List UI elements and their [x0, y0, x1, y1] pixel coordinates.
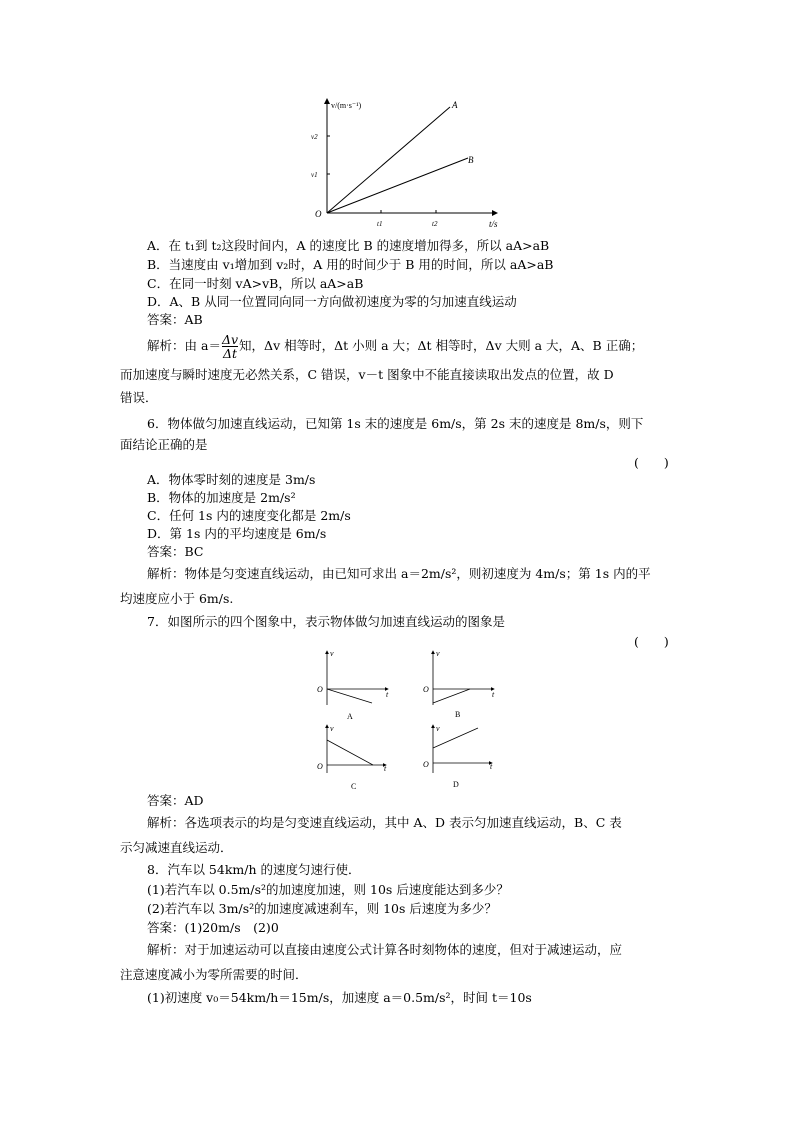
origin-label: O — [315, 209, 322, 219]
q6-answer — [147, 544, 204, 560]
answer-label: 答案： — [147, 312, 185, 327]
q6-option-a: A．物体零时刻的速度是 3m/s — [147, 472, 316, 487]
q5-option-c: C．在同一时刻 vA>vB，所以 aA>aB — [147, 276, 364, 291]
svg-text:O: O — [317, 762, 323, 771]
q5-analysis-line1: 解析：由 a＝ $\frac{\Delta v}{\Delta t}$ 知，Δv 相等时，Δt 小则 a 大；Δt 相等时，Δv 大则 a 大，A、B 正确； — [147, 332, 644, 361]
q7-analysis-line1: 解析：各选项表示的均是匀变速直线运动，其中 A、D 表示匀加速直线运动，B、C 表 — [147, 815, 622, 830]
svg-text:t: t — [492, 690, 495, 699]
q6-analysis-line2: 均速度应小于 6m/s. — [120, 591, 234, 606]
analysis-label: 解析： — [147, 566, 185, 581]
tick-label-t2: t2 — [432, 220, 438, 228]
q7-graph-d — [423, 724, 493, 789]
line-a — [327, 107, 450, 213]
vt-graph-ab — [305, 95, 505, 235]
answer-value: AD — [184, 793, 204, 808]
q8-stem: 8．汽车以 54km/h 的速度匀速行使． — [147, 862, 361, 877]
svg-text:t: t — [490, 762, 493, 771]
graph-a-line — [327, 689, 372, 703]
line-b-label: B — [468, 155, 474, 165]
analysis-label: 解析： — [147, 815, 185, 830]
q8-answer — [147, 920, 279, 936]
caption-d: D — [453, 780, 459, 789]
q7-graph-b — [423, 649, 495, 719]
answer-label: 答案： — [147, 793, 185, 808]
answer-value: AB — [184, 312, 203, 327]
q8-sub2: (2)若汽车以 3m/s²的加速度减速刹车，则 10s 后速度为多少？ — [147, 901, 497, 916]
answer-label: 答案： — [147, 920, 185, 935]
tick-label-v2: v2 — [311, 133, 318, 141]
q5-analysis-line2: 而加速度与瞬时速度无必然关系，C 错误，v－t 图象中不能直接读取出发点的位置，故 D — [120, 367, 614, 382]
q5-option-a: A．在 t₁到 t₂这段时间内，A 的速度比 B 的速度增加得多，所以 aA>aB — [147, 238, 550, 253]
q8-sub1: (1)若汽车以 0.5m/s²的加速度加速，则 10s 后速度能达到多少？ — [147, 882, 509, 897]
caption-a: A — [347, 712, 353, 721]
q7-answer — [147, 793, 204, 809]
svg-text:v: v — [330, 649, 334, 658]
svg-text:O: O — [423, 685, 429, 694]
graph-c-line — [327, 740, 373, 765]
tick-label-t1: t1 — [377, 220, 383, 228]
q6-analysis-line1: 解析：物体是匀变速直线运动，由已知可求出 a＝2m/s²，则初速度为 4m/s；第 1s 内的平 — [147, 566, 651, 581]
caption-c: C — [351, 782, 357, 791]
q6-answer-blank: ( ) — [634, 455, 669, 470]
fraction: $\frac{\Delta v}{\Delta t}$ — [221, 332, 239, 361]
line-b — [327, 158, 468, 213]
analysis-label: 解析： — [147, 338, 185, 353]
svg-text:t: t — [386, 690, 389, 699]
q7-graph-c — [317, 724, 387, 791]
svg-text:v: v — [436, 649, 440, 658]
svg-text:v: v — [436, 724, 440, 733]
caption-b: B — [455, 710, 461, 719]
q5-option-b: B．当速度由 v₁增加到 v₂时，A 用的时间少于 B 用的时间，所以 aA>aB — [147, 257, 554, 272]
line-a-label: A — [452, 100, 458, 110]
q8-analysis-line2: 注意速度减小为零所需要的时间． — [120, 967, 308, 982]
q7-answer-blank: ( ) — [634, 634, 669, 649]
tick-label-v1: v1 — [311, 171, 318, 179]
y-axis-label: v/(m·s⁻¹) — [331, 101, 362, 110]
q7-analysis-line2: 示匀减速直线运动． — [120, 840, 233, 855]
analysis-label: 解析： — [147, 942, 185, 957]
answer-label: 答案： — [147, 544, 185, 559]
q8-analysis-line1: 解析：对于加速运动可以直接由速度公式计算各时刻物体的速度，但对于减速运动，应 — [147, 942, 623, 957]
graph-b-line — [433, 689, 470, 703]
answer-value: (1)20m/s (2)0 — [184, 920, 279, 935]
svg-text:O: O — [423, 760, 429, 769]
q7-stem: 7．如图所示的四个图象中，表示物体做匀加速直线运动的图象是 — [147, 614, 505, 629]
svg-text:t: t — [384, 764, 387, 773]
q6-option-d: D．第 1s 内的平均速度是 6m/s — [147, 526, 327, 541]
graph-d-line — [433, 728, 478, 748]
svg-text:O: O — [317, 685, 323, 694]
q5-answer — [147, 312, 203, 328]
answer-value: BC — [184, 544, 204, 559]
q6-stem-2: 面结论正确的是 — [120, 437, 208, 452]
q6-stem-1: 6．物体做匀加速直线运动，已知第 1s 末的速度是 6m/s，第 2s 末的速度是 8m/s，则下 — [147, 416, 644, 431]
q5-option-d: D．A、B 从同一位置同向同一方向做初速度为零的匀加速直线运动 — [147, 294, 517, 309]
svg-text:v: v — [330, 724, 334, 733]
q6-option-c: C．任何 1s 内的速度变化都是 2m/s — [147, 508, 351, 523]
q7-graph-a — [317, 649, 389, 721]
q5-analysis-line3: 错误． — [120, 390, 158, 405]
q6-option-b: B．物体的加速度是 2m/s² — [147, 490, 296, 505]
q7-graphs — [310, 645, 510, 795]
q8-analysis-line3: (1)初速度 v₀＝54km/h＝15m/s，加速度 a＝0.5m/s²，时间 t＝10s — [147, 990, 532, 1005]
x-axis-label: t/s — [489, 219, 498, 229]
